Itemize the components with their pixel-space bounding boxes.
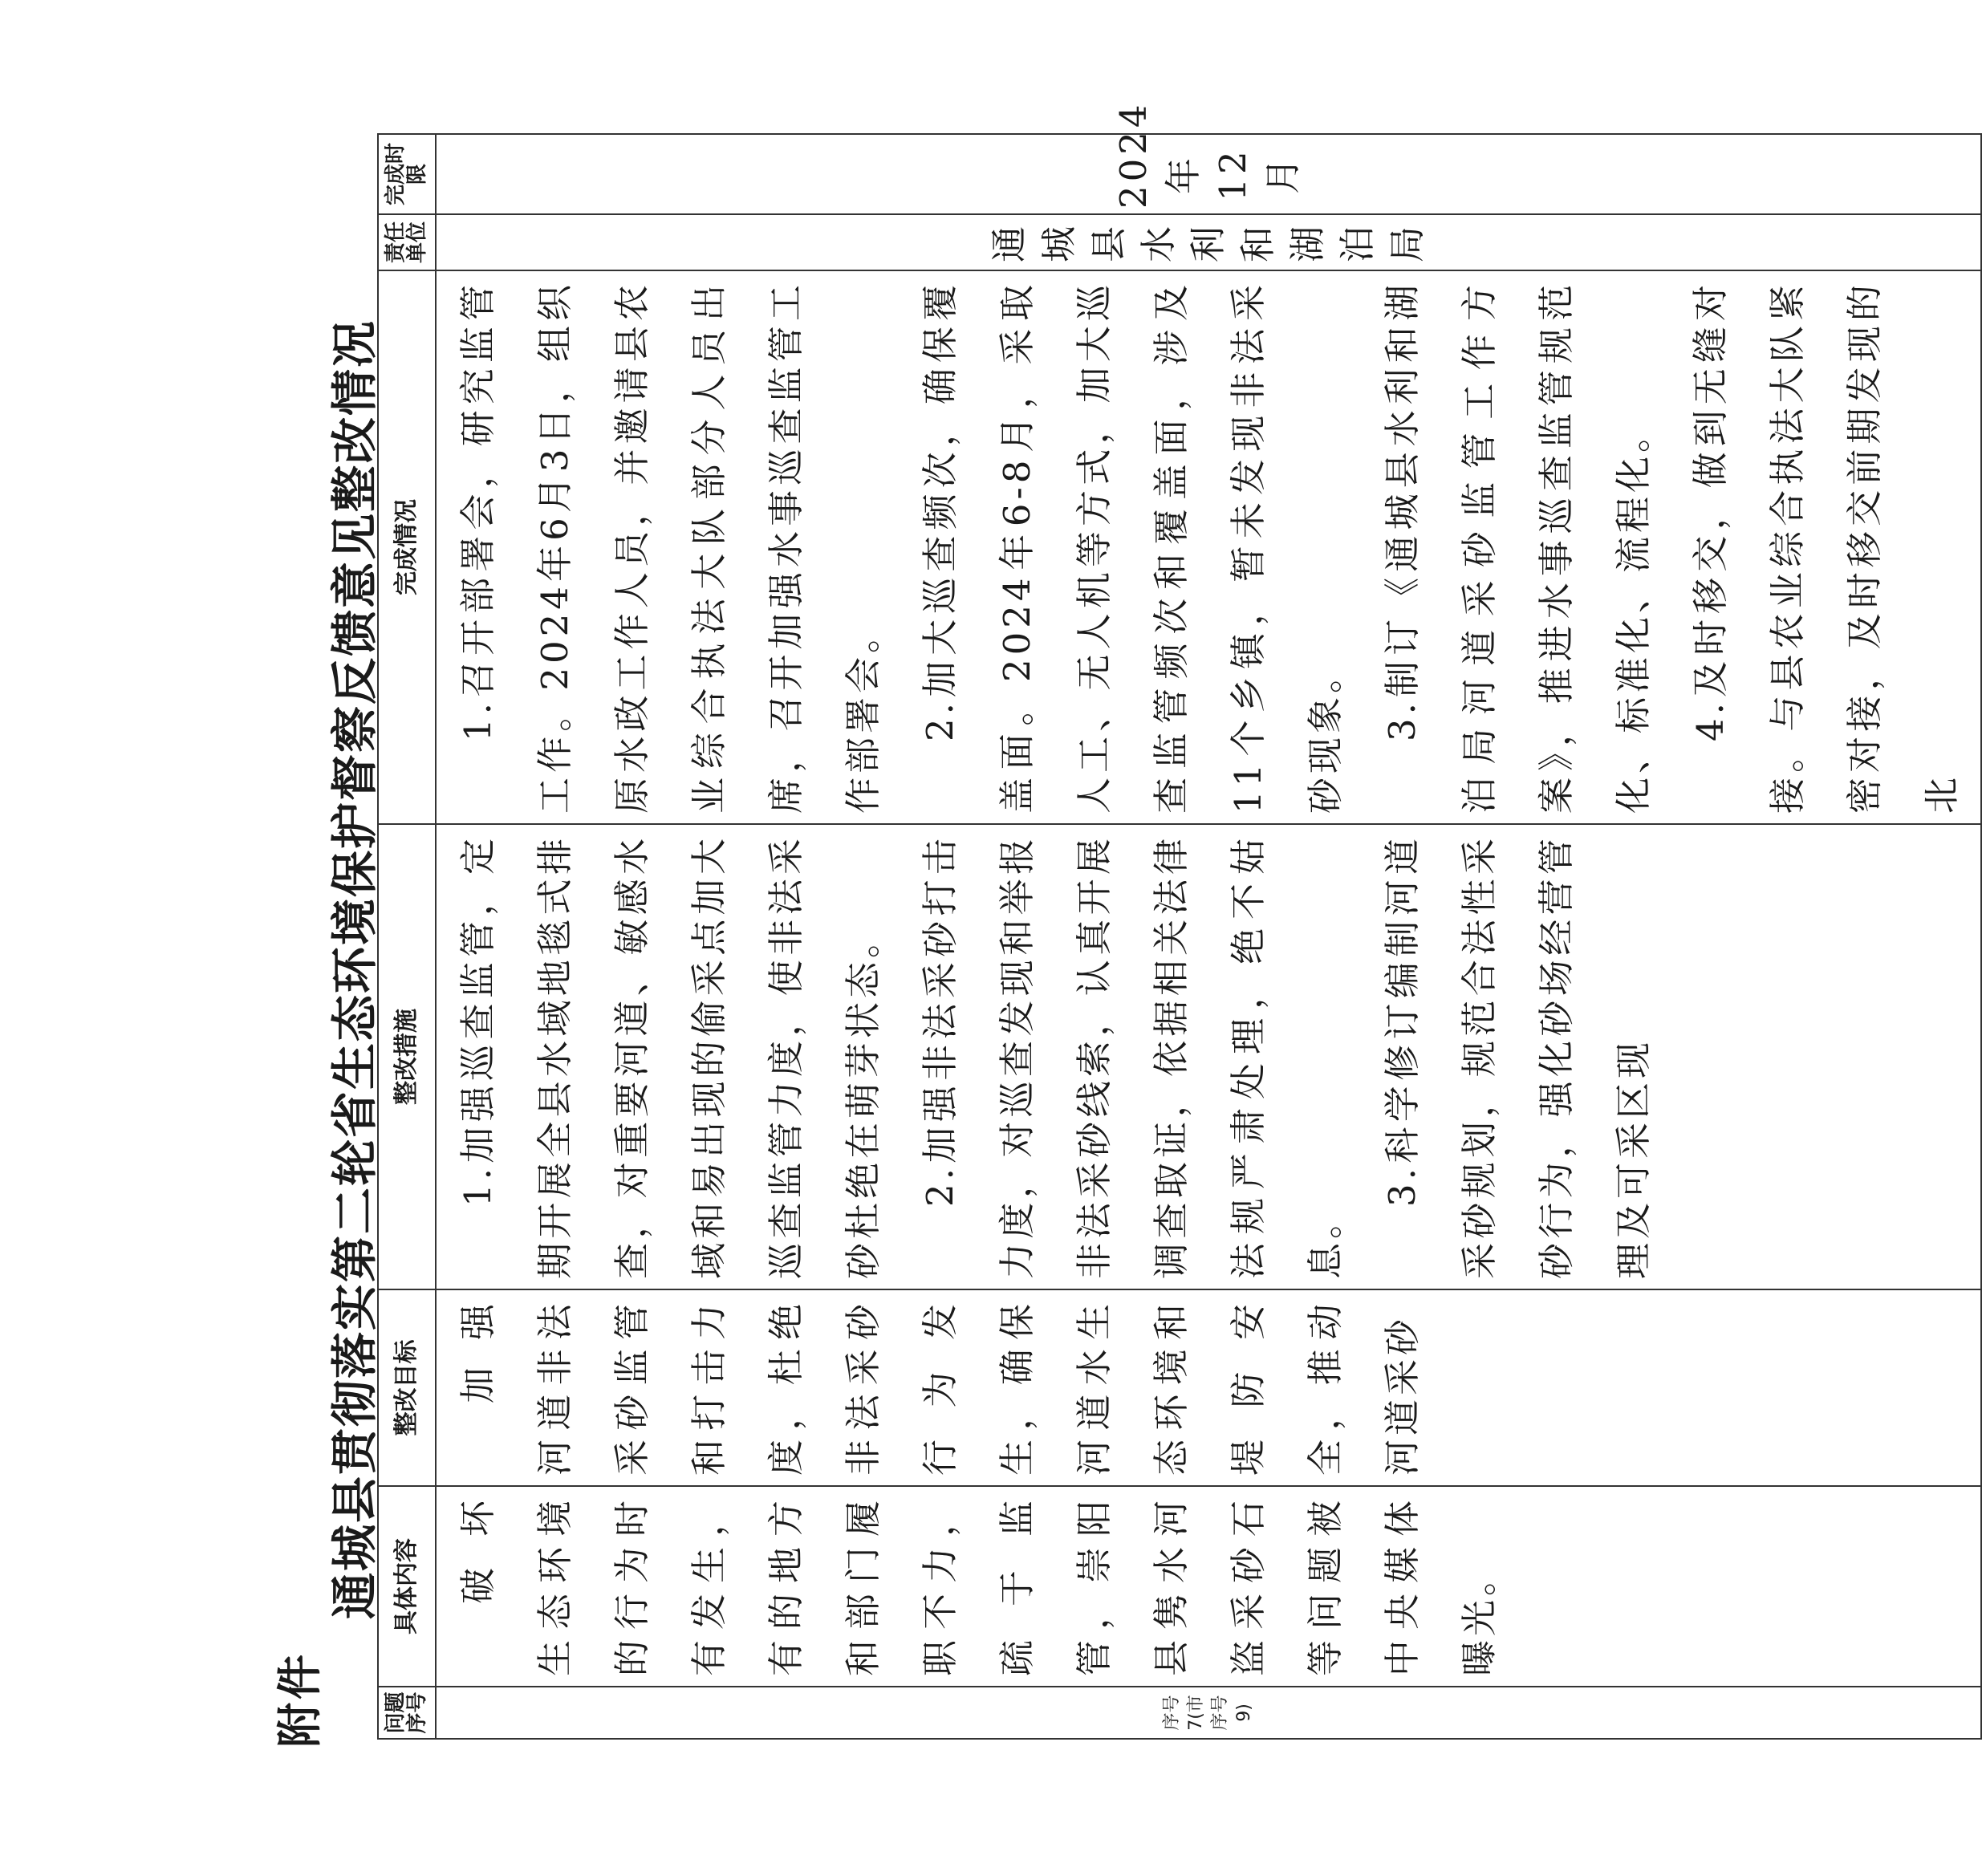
header-deadline: 完成时限 (378, 134, 436, 214)
cell-deadline: 2024年12月 (436, 134, 1981, 214)
measure-item: 2.加强非法采砂打击力度，对巡查发现和举报非法采砂线索，认真开展调查取证，依据相关法律法规严肃处理，绝不姑息。 (919, 834, 1346, 1279)
status-item: 2.加大巡查频次，确保覆盖面。2024年6-8月，采取人工、无人机等方式，加大巡查监管频次和覆盖面，涉及11个乡镇，暂未发现非法采砂现象。 (919, 281, 1346, 814)
cell-target (436, 1289, 1981, 1486)
header-status: 完成情况 (378, 270, 436, 824)
rectification-table (377, 100, 1982, 1740)
cell-measures (436, 824, 1981, 1289)
header-row (378, 134, 436, 1739)
status-item: 4.及时移交，做到无缝对接。与县农业综合执法大队紧密对接，及时移交前期发现的北 (1689, 281, 1963, 814)
measure-item: 3.科学修订编制河道采砂规划，规范合法性采砂行为，强化砂场经营管理及可采区现 (1381, 834, 1655, 1279)
content-text: 破坏生态环境的行为时有发生，有的地方和部门履职不力，疏于监管，崇阳县隽水河盗采砂石等问题被中央媒体曝光。 (457, 1496, 1501, 1676)
target-text: 加强河道非法采砂监管和打击力度，杜绝非法采砂行为发生，确保河道水生态环境和堤防安全，推动河道采砂 (457, 1300, 1424, 1476)
cell-status (436, 270, 1981, 824)
page-title: 通城县贯彻落实第二轮省生态环境保护督察反馈意见整改情况 (327, 319, 382, 1619)
table-row (436, 134, 1981, 1739)
header-unit: 责任单位 (378, 214, 436, 270)
status-item: 1.召开部署会，研究监管工作。2024年6月3日，组织原水政工作人员，并邀请县农业综合执法大队部分人员出席，召开加强水事巡查监管工作部署会。 (457, 281, 884, 814)
cell-content (436, 1486, 1981, 1687)
attachment-label: 附件 (274, 1651, 327, 1748)
header-seq: 问题序号 (378, 1687, 436, 1739)
header-measures: 整改措施 (378, 824, 436, 1289)
header-content: 具体内容 (378, 1486, 436, 1687)
cell-seq: 序号7(市序号9) (436, 1687, 1981, 1739)
measure-item: 1.加强巡查监管，定期开展全县水域地毯式排查，对重要河道、敏感水域和易出现的偷采点加大巡查监管力度，使非法采砂杜绝在萌芽状态。 (457, 834, 884, 1279)
status-item: 3.制订《通城县水利和湖泊局河道采砂监管工作方案》，推进水事巡查监管规范化、标准化、流程化。 (1381, 281, 1655, 814)
header-target: 整改目标 (378, 1289, 436, 1486)
cell-unit: 通城县水利和湖泊局 (436, 214, 1981, 270)
